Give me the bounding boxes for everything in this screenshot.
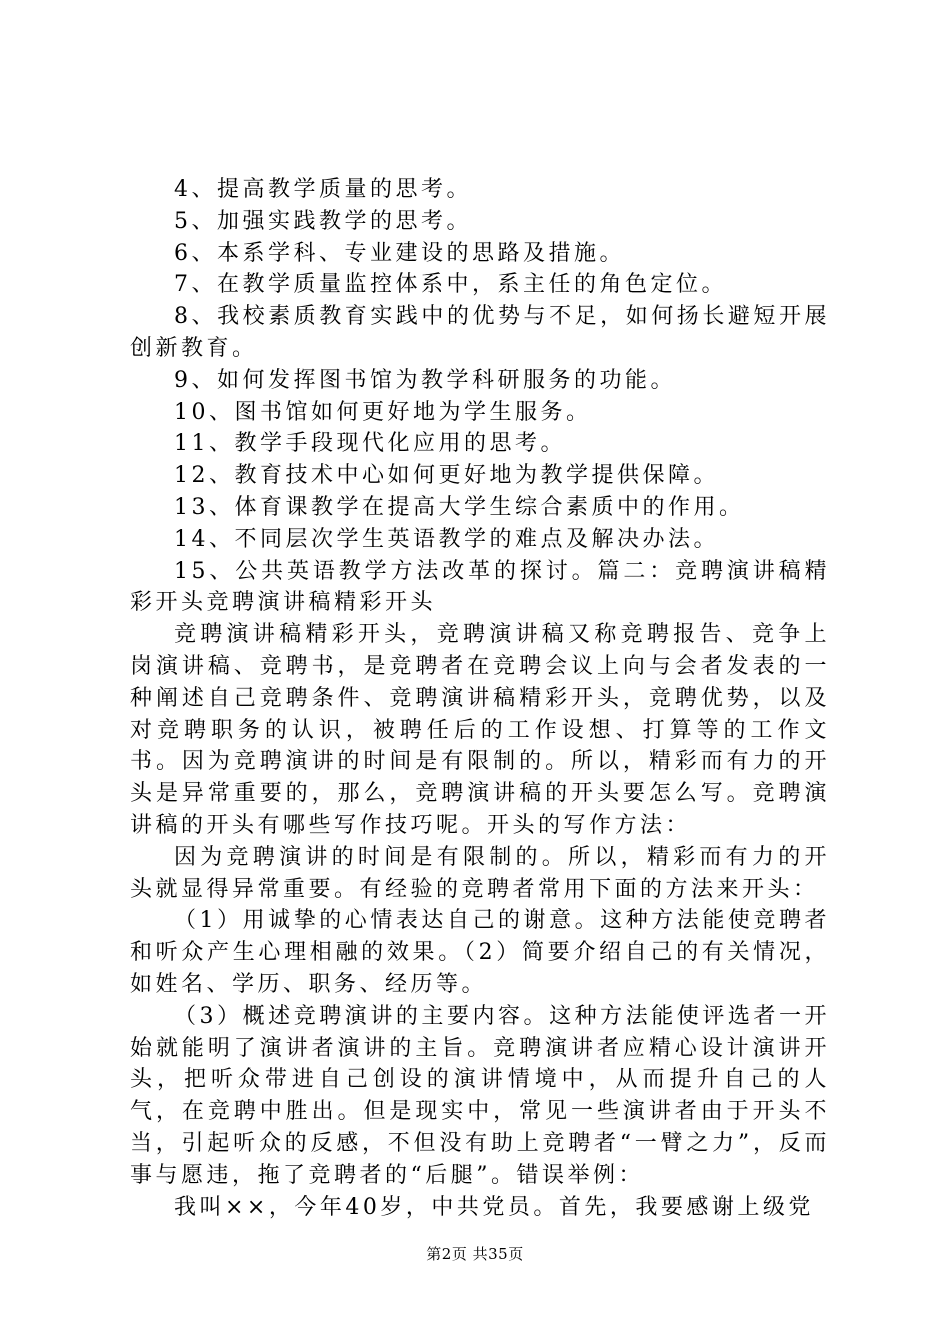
paragraph-item-4: 4、提高教学质量的思考。 bbox=[174, 177, 472, 202]
page-footer: 第2页 共35页 bbox=[426, 1245, 524, 1263]
paragraph-item-5: 5、加强实践教学的思考。 bbox=[174, 208, 472, 234]
paragraph-item-6: 6、本系学科、专业建设的思路及措施。 bbox=[174, 240, 625, 266]
paragraph-item-13: 13、体育课教学在提高大学生综合素质中的作用。 bbox=[174, 494, 745, 520]
paragraph-example-start: 我叫××，今年40岁，中共党员。首先，我要感谢上级党 bbox=[174, 1194, 814, 1220]
paragraph-item-15-and-section-heading: 15、公共英语教学方法改革的探讨。篇二：竞聘演讲稿精彩开头竞聘演讲稿精彩开头 bbox=[130, 558, 830, 616]
paragraph-item-9: 9、如何发挥图书馆为教学科研服务的功能。 bbox=[174, 367, 676, 393]
paragraph-intro-definition: 竞聘演讲稿精彩开头，竞聘演讲稿又称竞聘报告、竞争上岗演讲稿、竞聘书，是竞聘者在竞聘会议上向与会者发表的一种阐述自己竞聘条件、竞聘演讲稿精彩开头，竞聘优势，以及对竞聘职务的认识，被聘任后的工作设想、打算等的工作文书。因为竞聘演讲的时间是有限制的。所以，精彩而有力的开头是异常重要的，那么，竞聘演讲稿的开头要怎么写。竞聘演讲稿的开头有哪些写作技巧呢。开头的写作方法： bbox=[130, 622, 830, 838]
document-body bbox=[130, 174, 830, 1223]
paragraph-method-1-2: （1）用诚挚的心情表达自己的谢意。这种方法能使竞聘者和听众产生心理相融的效果。（2）简要介绍自己的有关情况，如姓名、学历、职务、经历等。 bbox=[130, 908, 830, 997]
paragraph-opening-importance: 因为竞聘演讲的时间是有限制的。所以，精彩而有力的开头就显得异常重要。有经验的竞聘者常用下面的方法来开头： bbox=[130, 844, 830, 902]
paragraph-item-12: 12、教育技术中心如何更好地为教学提供保障。 bbox=[174, 463, 719, 489]
paragraph-item-10: 10、图书馆如何更好地为学生服务。 bbox=[174, 399, 592, 425]
paragraph-item-11: 11、教学手段现代化应用的思考。 bbox=[174, 431, 566, 457]
paragraph-item-8: 8、我校素质教育实践中的优势与不足，如何扬长避短开展创新教育。 bbox=[130, 304, 830, 361]
paragraph-item-14: 14、不同层次学生英语教学的难点及解决办法。 bbox=[174, 526, 719, 552]
paragraph-method-3: （3）概述竞聘演讲的主要内容。这种方法能使评选者一开始就能明了演讲者演讲的主旨。竞聘演讲者应精心设计演讲开头，把听众带进自己创设的演讲情境中，从而提升自己的人气，在竞聘中胜出。但是现实中，常见一些演讲者由于开头不当，引起听众的反感，不但没有助上竞聘者“一臂之力”，反而事与愿违，拖了竞聘者的“后腿”。错误举例： bbox=[130, 1003, 830, 1188]
paragraph-item-7: 7、在教学质量监控体系中，系主任的角色定位。 bbox=[174, 272, 727, 298]
